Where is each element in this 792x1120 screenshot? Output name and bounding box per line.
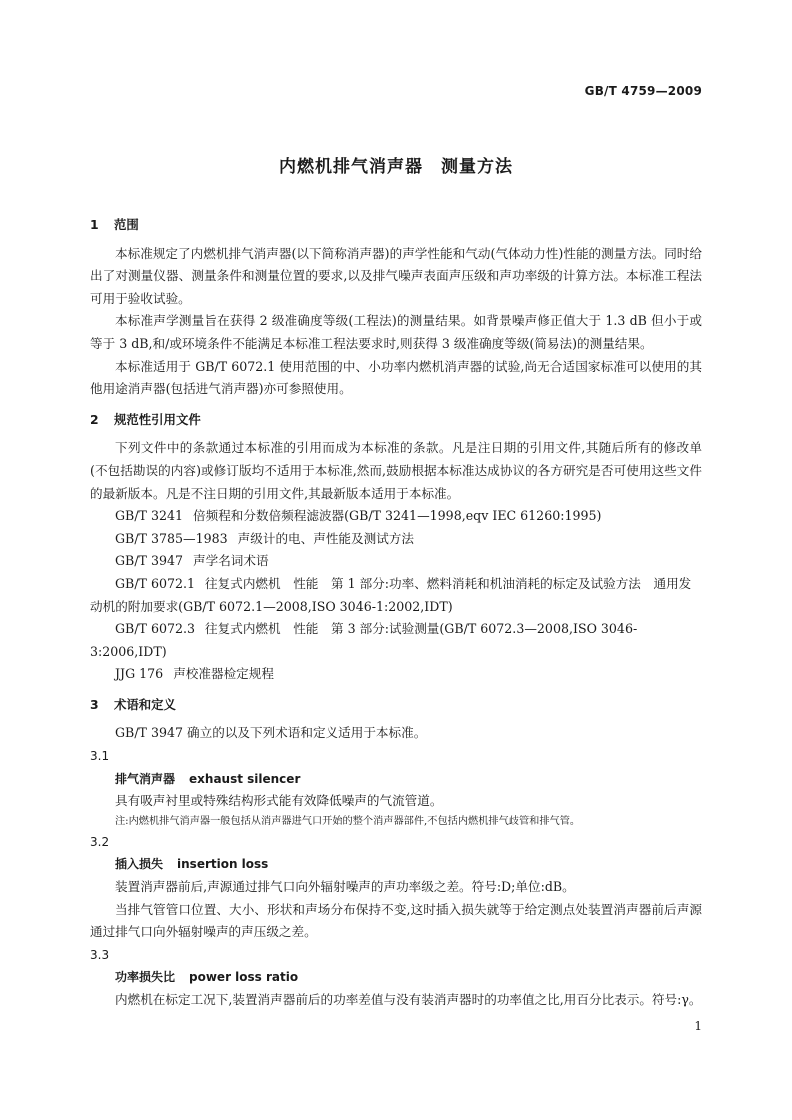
term-definition-continued: 当排气管管口位置、大小、形状和声场分布保持不变,这时插入损失就等于给定测点处装置消声器前后声源通过排气口向外辐射噪声的声压级之差。 [90, 901, 702, 940]
reference-item [90, 528, 702, 551]
scope-paragraph-3: 本标准适用于 GB/T 6072.1 使用范围的中、小功率内燃机消声器的试验,尚无合适国家标准可以使用的其他用途消声器(包括进气消声器)亦可参照使用。 [90, 358, 702, 397]
section-number: 3 [90, 696, 99, 712]
reference-code: GB/T 3785—1983 [115, 530, 228, 546]
term-definition: 装置消声器前后,声源通过排气口向外辐射噪声的声功率级之差。符号:D;单位:dB。 [115, 879, 575, 895]
document-number: GB/T 4759—2009 [584, 84, 702, 98]
term-name-en: power loss ratio [189, 970, 299, 985]
references-intro: 下列文件中的条款通过本标准的引用而成为本标准的条款。凡是注日期的引用文件,其随后所有的修改单(不包括勘误的内容)或修订版均不适用于本标准,然而,鼓励根据本标准达成协议的各方研究是否可使用这些文件的最新版本。凡是不注日期的引用文件,其最新版本适用于本标准。 [90, 440, 702, 501]
section-heading-normative-references [90, 409, 702, 432]
terms-intro: GB/T 3947 确立的以及下列术语和定义适用于本标准。 [115, 725, 427, 741]
term-number: 3.1 [90, 749, 110, 764]
term-number: 3.2 [90, 834, 110, 849]
reference-title: 声学名词术语 [193, 553, 269, 569]
document-title: 内燃机排气消声器 测量方法 [279, 157, 513, 177]
reference-title: 往复式内燃机 性能 第 1 部分:功率、燃料消耗和机油消耗的标定及试验方法 通用发动机的附加要求(GB/T 6072.1—2008,ISO 3046-1:2002,IDT) [90, 575, 692, 614]
term-name [90, 853, 702, 876]
scope-paragraph-2: 本标准声学测量旨在获得 2 级准确度等级(工程法)的测量结果。如背景噪声修正值大于 1.3 dB 但小于或等于 3 dB,和/或环境条件不能满足本标准工程法要求时,则获得 3 级准确度等级(简易法)的测量结果。 [90, 313, 702, 351]
reference-title: 往复式内燃机 性能 第 3 部分:试验测量(GB/T 6072.3—2008,ISO 3046-3:2006,IDT) [90, 621, 638, 659]
reference-item [90, 573, 702, 618]
term-name-en: exhaust silencer [189, 771, 301, 786]
term-name-zh: 插入损失 [115, 857, 164, 872]
section-title: 范围 [114, 217, 139, 232]
reference-code: GB/T 3947 [115, 553, 184, 569]
term-name-zh: 功率损失比 [115, 970, 176, 985]
section-number: 2 [90, 411, 99, 427]
reference-item [90, 505, 702, 528]
term-number: 3.3 [90, 947, 110, 962]
reference-code: GB/T 6072.3 [115, 621, 196, 637]
reference-title: 声级计的电、声性能及测试方法 [237, 530, 414, 546]
section-number: 1 [90, 217, 99, 232]
reference-item [90, 550, 702, 573]
section-heading-scope [90, 214, 702, 237]
term-name-zh: 排气消声器 [115, 771, 176, 786]
reference-title: 声校准器检定规程 [173, 666, 274, 682]
term-name [90, 966, 702, 989]
document-body [90, 212, 702, 1012]
reference-item [90, 663, 702, 686]
term-note: 注:内燃机排气消声器一般包括从消声器进气口开始的整个消声器部件,不包括内燃机排气歧管和排气管。 [115, 815, 581, 827]
reference-title: 倍频程和分数倍频程滤波器(GB/T 3241—1998,eqv IEC 61260:1995) [193, 508, 602, 524]
section-title: 术语和定义 [114, 696, 176, 712]
scope-paragraph-1: 本标准规定了内燃机排气消声器(以下简称消声器)的声学性能和气动(气体动力性)性能的测量方法。同时给出了对测量仪器、测量条件和测量位置的要求,以及排气噪声表面声压级和声功率级的计算方法。本标准工程法可用于验收试验。 [90, 245, 702, 306]
section-title: 规范性引用文件 [114, 411, 201, 427]
reference-code: JJG 176 [115, 666, 164, 682]
term-name [90, 768, 702, 791]
term-definition: 内燃机在标定工况下,装置消声器前后的功率差值与没有装消声器时的功率值之比,用百分比表示。符号:γ。 [115, 992, 702, 1007]
term-definition: 具有吸声衬里或特殊结构形式能有效降低噪声的气流管道。 [115, 793, 443, 809]
reference-code: GB/T 3241 [115, 508, 184, 524]
reference-item [90, 618, 702, 663]
section-heading-terms-definitions [90, 694, 702, 717]
page-number: 1 [694, 1019, 702, 1033]
term-name-en: insertion loss [177, 857, 269, 872]
reference-code: GB/T 6072.1 [115, 575, 196, 591]
